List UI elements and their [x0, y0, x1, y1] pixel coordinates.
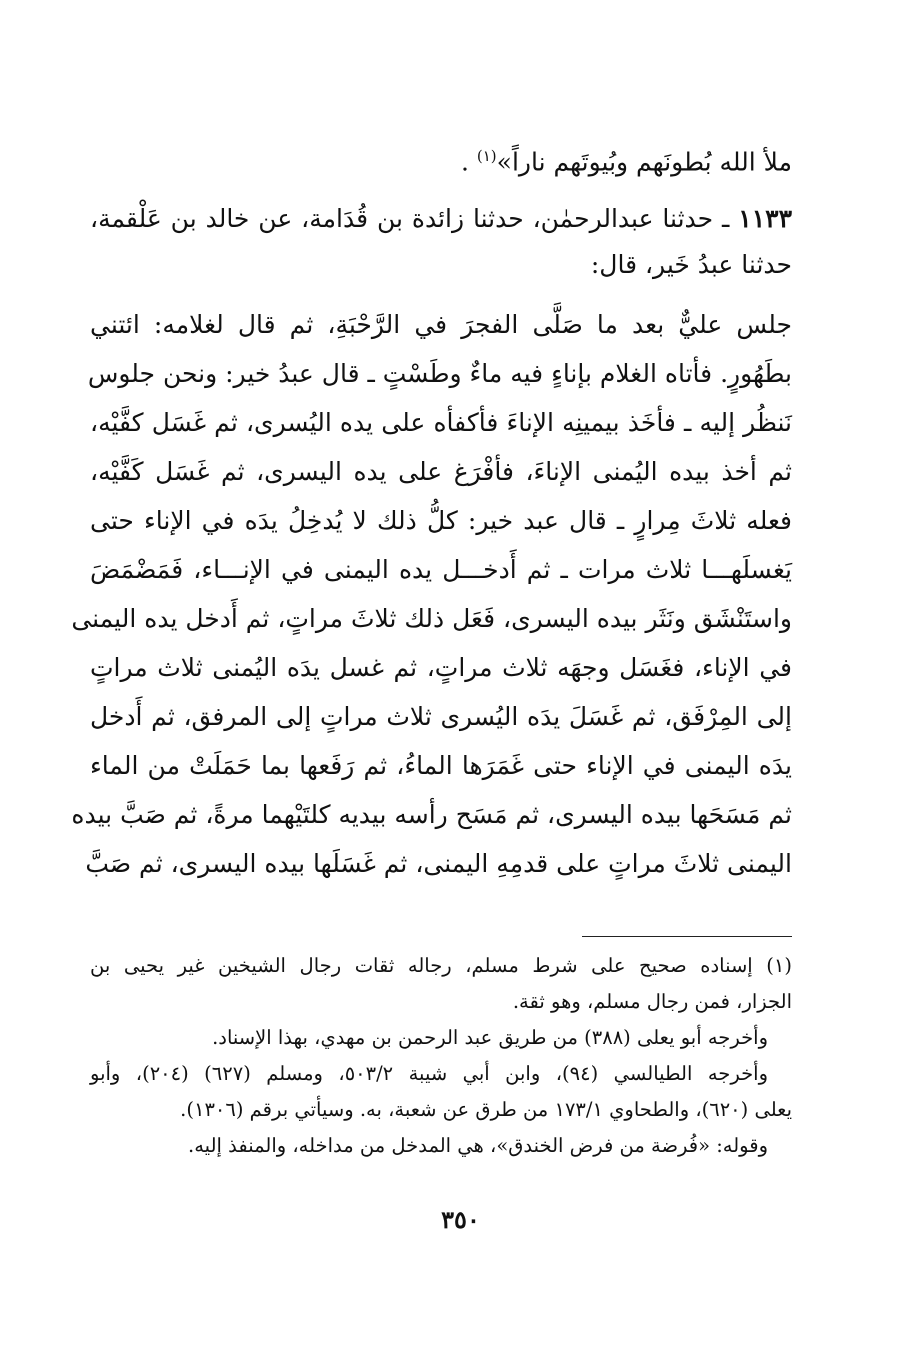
- matn-line: فعله ثلاثَ مِرارٍ ـ قال عبد خير: كلُّ ذلك لا يُدخِلُ يدَه في الإناء حتى: [90, 506, 792, 535]
- isnad-text: ـ حدثنا عبدالرحمٰن، حدثنا زائدة بن قُدَامة، عن خالد بن عَلْقمة،: [90, 204, 739, 233]
- matn-line: اليمنى ثلاثَ مراتٍ على قدمِهِ اليمنى، ثم غَسَلَها بيده اليسرى، ثم صَبَّ: [85, 849, 792, 878]
- footnote-line: الجزار، فمن رجال مسلم، وهو ثقة.: [512, 990, 792, 1013]
- opening-line: [90, 132, 792, 186]
- footnote-paragraph: [90, 1056, 792, 1128]
- isnad-line: [90, 196, 792, 242]
- matn-line: نَنظُر إليه ـ فأخَذ بيمينِه الإناءَ فأكفأه على يده اليُسرى، ثم غَسَل كفَّيْه،: [90, 408, 792, 437]
- matn-line: يَغسلَهـــا ثلاث مرات ـ ثم أَدخـــل يده اليمنى في الإنـــاء، فَمَضْمَضَ: [90, 555, 792, 584]
- hadith-number: ١١٣٣: [738, 204, 792, 233]
- footnote-line: يعلى (٦٢٠)، والطحاوي ١٧٣/١ من طرق عن شعبة، به. وسيأتي برقم (١٣٠٦).: [180, 1098, 792, 1121]
- footnote-line: وأخرجه أبو يعلى (٣٨٨) من طريق عبد الرحمن بن مهدي، بهذا الإسناد.: [212, 1026, 768, 1049]
- matn-line: جلس عليٌّ بعد ما صَلَّى الفجرَ في الرَّحْبَةِ، ثم قال لغلامه: ائتني: [90, 310, 792, 339]
- footnote-line: وقوله: «فُرضة من فرض الخندق»، هي المدخل من مداخله، والمنفذ إليه.: [188, 1134, 768, 1157]
- footnotes: [90, 948, 792, 1164]
- footnote-paragraph: [90, 1128, 792, 1164]
- footnote-line: (١) إسناده صحيح على شرط مسلم، رجاله ثقات رجال الشيخين غير يحيى بن: [90, 954, 792, 977]
- opening-end: .: [460, 147, 477, 177]
- footnote-paragraph: [90, 1020, 792, 1056]
- footnote-paragraph: [90, 948, 792, 1020]
- matn-line: إلى المِرْفَق، ثم غَسَلَ يدَه اليُسرى ثلاث مراتٍ إلى المرفق، ثم أَدخل: [90, 702, 792, 731]
- footnote-line: وأخرجه الطيالسي (٩٤)، وابن أبي شيبة ٥٠٣/٢، ومسلم (٦٢٧) (٢٠٤)، وأبو: [90, 1062, 768, 1085]
- page-number: ٣٥٠: [441, 1205, 480, 1234]
- opening-text: ملأ الله بُطونَهم وبُيوتَهم ناراً»: [496, 147, 792, 177]
- opening-text-line: [90, 132, 792, 186]
- matn-line: واستَنْشَق ونَثَر بيده اليسرى، فَعَل ذلك ثلاثَ مراتٍ، ثم أَدخل يده اليمنى: [71, 604, 792, 633]
- matn-line: ثم أخذ بيده اليُمنى الإناءَ، فأفْرَغ على يده اليسرى، ثم غَسَل كَفَّيْه،: [90, 457, 792, 486]
- matn-line: في الإناء، فغَسَل وجهَه ثلاث مراتٍ، ثم غسل يدَه اليُمنى ثلاث مراتٍ: [90, 653, 792, 682]
- matn-line: بطَهُورٍ. فأتاه الغلام بإناءٍ فيه ماءٌ وطَسْتٍ ـ قال عبدُ خير: ونحن جلوس: [87, 359, 792, 388]
- isnad-line: حدثنا عبدُ خَير، قال:: [590, 250, 792, 279]
- hadith-matn: [71, 300, 792, 888]
- footnote-marker: (١): [476, 147, 497, 165]
- matn-line: يدَه اليمنى في الإناء حتى غَمَرَها الماءُ، ثم رَفَعها بما حَمَلَتْ من الماء: [90, 751, 792, 780]
- matn-line: ثم مَسَحَها بيده اليسرى، ثم مَسَح رأسه بيديه كلتَيْهما مرةً، ثم صَبَّ بيده: [71, 800, 792, 829]
- hadith-isnad: [90, 196, 792, 288]
- footnote-separator: [582, 936, 792, 937]
